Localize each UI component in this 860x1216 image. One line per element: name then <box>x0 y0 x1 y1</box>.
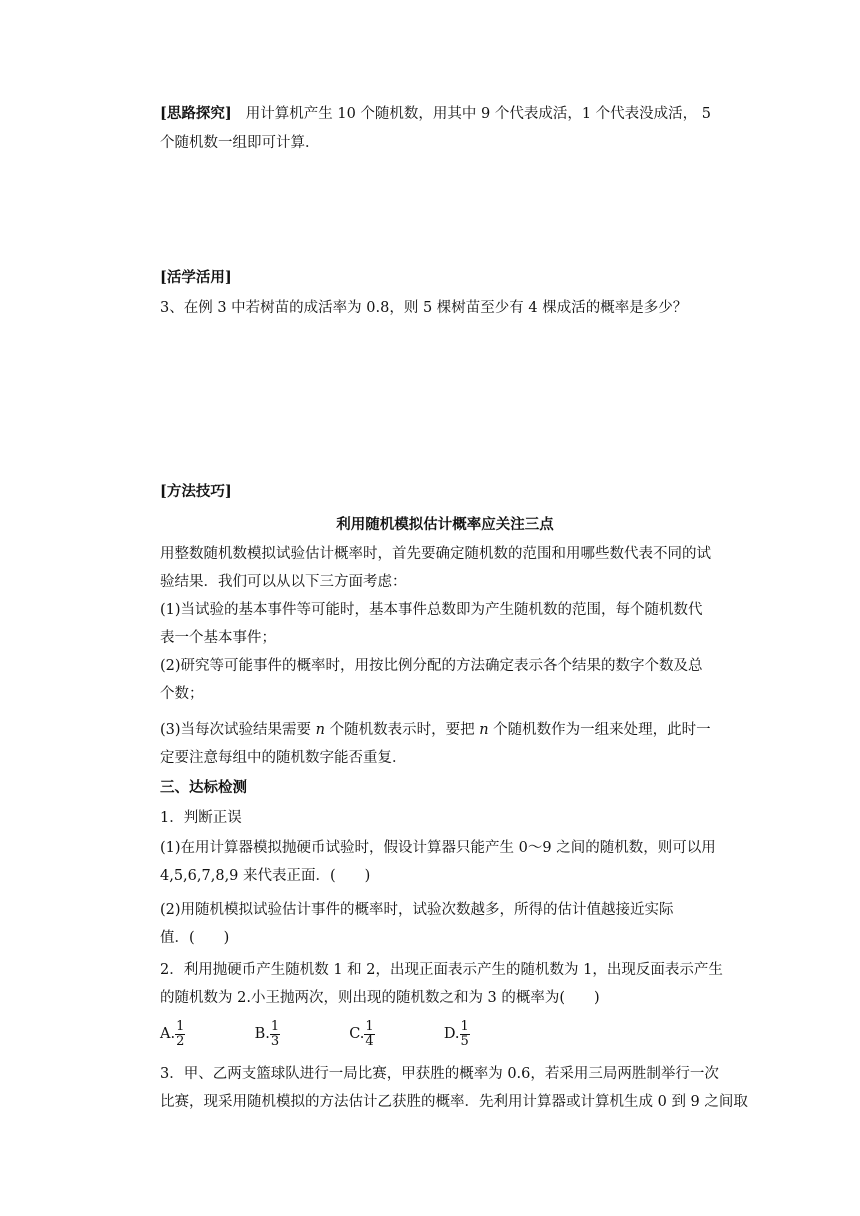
q1-item2-line2: 值．( ) <box>160 930 230 946</box>
option-b: B. $\frac{1}{3}$ <box>254 1018 280 1049</box>
thinking-label: [思路探究] <box>160 105 232 122</box>
method-p2-line2: 表一个基本事件； <box>160 630 276 646</box>
q2-line2: 的随机数为 2.小王抛两次，则出现的随机数之和为 3 的概率为( ) <box>160 990 600 1006</box>
thinking-text: 用计算机产生 10 个随机数，用其中 9 个代表成活，1 个代表没成活， 5 <box>245 106 712 122</box>
method-p1-line2: 验结果．我们可以从以下三方面考虑： <box>160 574 407 590</box>
q3-line1: 3．甲、乙两支篮球队进行一局比赛，甲获胜的概率为 0.6，若采用三局两胜制举行一次 <box>160 1066 719 1082</box>
q1-item1-line2: 4,5,6,7,8,9 来代表正面．( ) <box>160 868 371 884</box>
q3-line2: 比赛，现采用随机模拟的方法估计乙获胜的概率．先利用计算器或计算机生成 0 到 9 之间取 <box>160 1094 748 1110</box>
q1-item2-line1: (2)用随机模拟试验估计事件的概率时，试验次数越多，所得的估计值越接近实际 <box>160 902 674 918</box>
method-label: [方法技巧] <box>160 483 232 500</box>
method-p4-line1: (3)当每次试验结果需要 n 个随机数表示时，要把 n 个随机数作为一组来处理，此时一 <box>160 722 711 738</box>
q1-title: 1．判断正误 <box>160 810 242 826</box>
method-title: 利用随机模拟估计概率应关注三点 <box>336 516 554 533</box>
method-p3-line2: 个数； <box>160 686 204 702</box>
method-p4-line2: 定要注意每组中的随机数字能否重复． <box>160 750 407 766</box>
q1-item1-line1: (1)在用计算器模拟抛硬币试验时，假设计算器只能产生 0～9 之间的随机数，则可以用 <box>160 840 716 856</box>
option-a: A. $\frac{1}{2}$ <box>160 1018 185 1049</box>
method-p1-line1: 用整数随机数模拟试验估计概率时，首先要确定随机数的范围和用哪些数代表不同的试 <box>160 546 711 562</box>
thinking-paragraph-line1 <box>160 100 730 128</box>
section-heading: 三、达标检测 <box>160 779 247 796</box>
method-p3-line1: (2)研究等可能事件的概率时，用按比例分配的方法确定表示各个结果的数字个数及总 <box>160 658 703 674</box>
thinking-paragraph-line2: 个随机数一组即可计算． <box>160 135 320 151</box>
practice-question: 3、在例 3 中若树苗的成活率为 0.8，则 5 棵树苗至少有 4 棵成活的概率是多少？ <box>160 300 688 316</box>
q2-line1: 2．利用抛硬币产生随机数 1 和 2，出现正面表示产生的随机数为 1，出现反面表示产生 <box>160 962 723 978</box>
option-d: D. $\frac{1}{5}$ <box>443 1018 469 1049</box>
option-c: C. $\frac{1}{4}$ <box>349 1018 374 1049</box>
q2-options <box>160 1016 730 1052</box>
practice-label: [活学活用] <box>160 269 232 286</box>
method-p2-line1: (1)当试验的基本事件等可能时，基本事件总数即为产生随机数的范围，每个随机数代 <box>160 602 703 618</box>
